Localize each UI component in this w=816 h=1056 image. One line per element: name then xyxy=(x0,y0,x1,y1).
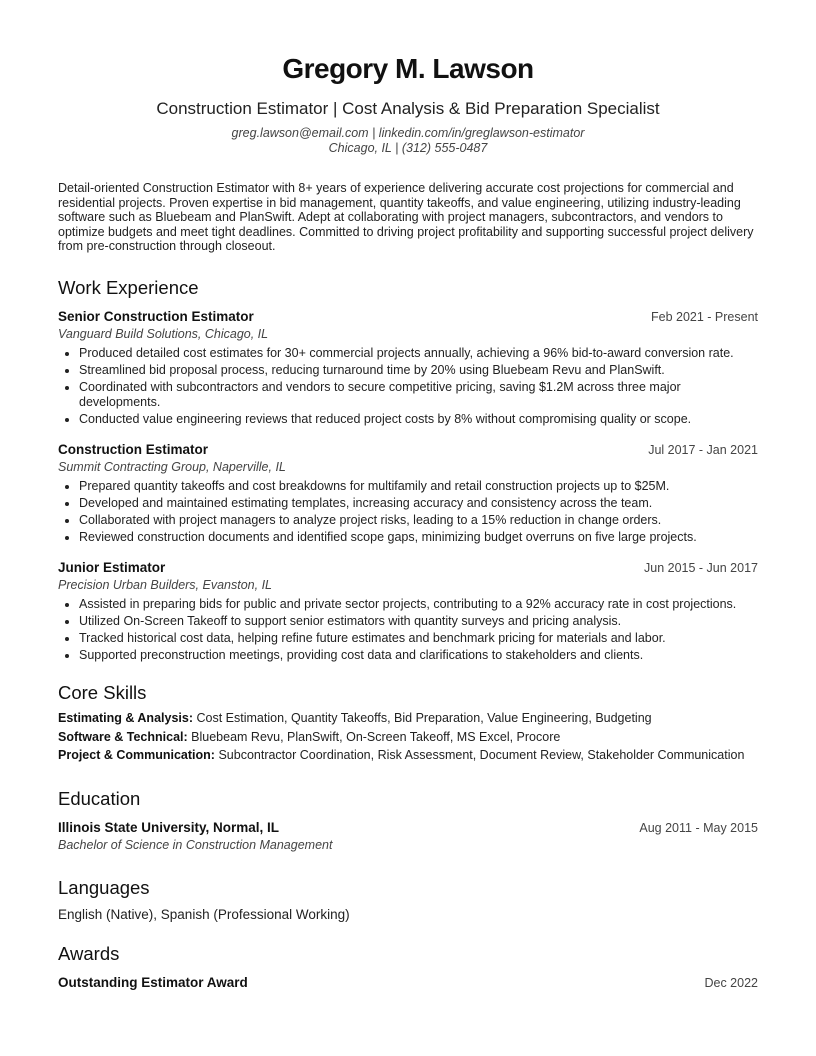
skill-group xyxy=(58,711,758,726)
section-title-work-experience: Work Experience xyxy=(58,276,199,298)
work-experience-section xyxy=(58,276,758,663)
candidate-name: Gregory M. Lawson xyxy=(282,53,534,84)
skill-group xyxy=(58,730,758,745)
job-bullet: • Produced detailed cost estimates for 30+ commercial projects annually, achieving a 96% bid-to-award conversion rate. xyxy=(79,346,758,361)
languages-section xyxy=(58,876,758,922)
contact-line-email-linkedin: greg.lawson@email.com | linkedin.com/in/greglawson-estimator xyxy=(231,126,585,140)
job-dates: Feb 2021 - Present xyxy=(650,309,758,324)
resume-header xyxy=(58,0,758,156)
section-title-awards: Awards xyxy=(58,942,120,964)
job-dates: Jul 2017 - Jan 2021 xyxy=(648,442,758,457)
job-bullet: • Collaborated with project managers to analyze project risks, leading to a 15% reduction in change orders. xyxy=(79,513,758,528)
awards-section xyxy=(58,942,758,992)
job-bullet: • Supported preconstruction meetings, providing cost data and clarifications to stakeholders and clients. xyxy=(79,648,758,663)
skill-group xyxy=(58,748,758,763)
job-title: Senior Construction Estimator xyxy=(58,308,254,324)
skill-group-value: Subcontractor Coordination, Risk Assessment, Document Review, Stakeholder Communication xyxy=(218,748,745,763)
languages-list: English (Native), Spanish (Professional Working) xyxy=(58,906,350,922)
contact-info xyxy=(58,126,758,156)
skill-group-value: Cost Estimation, Quantity Takeoffs, Bid Preparation, Value Engineering, Budgeting xyxy=(196,711,652,726)
job-entry xyxy=(58,559,758,663)
skill-group-label: Software & Technical: xyxy=(58,729,188,744)
job-bullets xyxy=(58,479,758,545)
job-entry xyxy=(58,441,758,545)
award-name: Outstanding Estimator Award xyxy=(58,974,248,990)
degree: Bachelor of Science in Construction Management xyxy=(58,837,333,852)
education-entry xyxy=(58,819,758,854)
job-bullet: • Conducted value engineering reviews that reduced project costs by 8% without compromising quality or scope. xyxy=(79,412,758,427)
professional-summary: Detail-oriented Construction Estimator with 8+ years of experience delivering accurate cost projections for commercial and residential projects. Proven expertise in bid management, quantity takeoffs, and value engineering, utilizing industry-leading software such as Bluebeam and PlanSwift. Adept at collaborating with project managers, subcontractors, and vendors to optimize budgets and meet tight deadlines. Committed to driving project profitability and supporting successful project delivery from pre-construction through closeout. xyxy=(58,181,754,254)
job-title: Construction Estimator xyxy=(58,441,209,457)
job-company: Summit Contracting Group, Naperville, IL xyxy=(58,459,286,474)
section-title-languages: Languages xyxy=(58,876,150,898)
job-dates: Jun 2015 - Jun 2017 xyxy=(644,560,758,575)
skill-group-label: Estimating & Analysis: xyxy=(58,711,193,726)
award-date: Dec 2022 xyxy=(704,975,758,990)
job-company: Vanguard Build Solutions, Chicago, IL xyxy=(58,326,269,341)
job-bullet: • Prepared quantity takeoffs and cost breakdowns for multifamily and retail construction projects up to $25M. xyxy=(79,479,758,494)
section-title-core-skills: Core Skills xyxy=(58,682,147,704)
job-bullet: • Tracked historical cost data, helping refine future estimates and benchmark pricing for materials and labor. xyxy=(79,631,758,646)
job-title: Junior Estimator xyxy=(58,559,166,575)
job-bullet: • Coordinated with subcontractors and vendors to secure competitive pricing, saving $1.2M across three major developments. xyxy=(79,380,758,409)
skill-group-value: Bluebeam Revu, PlanSwift, On-Screen Takeoff, MS Excel, Procore xyxy=(191,729,561,744)
section-title-education: Education xyxy=(58,787,141,809)
job-entry xyxy=(58,308,758,427)
education-dates: Aug 2011 - May 2015 xyxy=(639,820,758,835)
job-bullet: • Utilized On-Screen Takeoff to support senior estimators with quantity surveys and pricing analysis. xyxy=(79,614,758,629)
job-bullet: • Developed and maintained estimating templates, increasing accuracy and consistency across the team. xyxy=(79,496,758,511)
job-bullet: • Reviewed construction documents and identified scope gaps, minimizing budget overruns on five large projects. xyxy=(79,530,758,545)
job-company: Precision Urban Builders, Evanston, IL xyxy=(58,577,272,592)
job-bullet: • Streamlined bid proposal process, reducing turnaround time by 20% using Bluebeam Revu and PlanSwift. xyxy=(79,363,758,378)
education-section xyxy=(58,787,758,854)
award-entry xyxy=(58,974,758,992)
job-bullets xyxy=(58,597,758,663)
job-bullets xyxy=(58,346,758,427)
school-name: Illinois State University, Normal, IL xyxy=(58,819,280,835)
skill-group-label: Project & Communication: xyxy=(58,748,215,763)
core-skills-section xyxy=(58,681,758,763)
job-bullet: • Assisted in preparing bids for public and private sector projects, contributing to a 92% accuracy rate in cost projections. xyxy=(79,597,758,612)
candidate-headline: Construction Estimator | Cost Analysis & Bid Preparation Specialist xyxy=(156,99,660,118)
contact-line-location-phone: Chicago, IL | (312) 555-0487 xyxy=(328,141,488,155)
